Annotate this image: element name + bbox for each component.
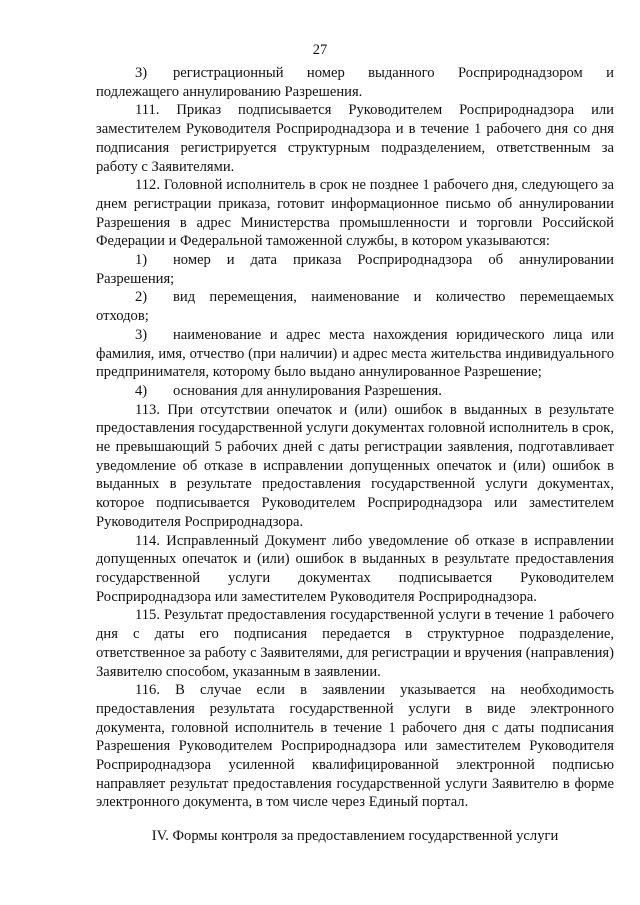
paragraph-text: наименование и адрес места нахождения юридического лица или фамилия, имя, отчество (при наличии) и адрес места жительства индивидуального предпринимателя, которому было выдано аннулированное Разрешение;	[96, 326, 614, 381]
paragraph-item-4	[96, 382, 614, 401]
paragraph-112: 112. Головной исполнитель в срок не позднее 1 рабочего дня, следующего за днем регистрации приказа, готовит информационное письмо об аннулировании Разрешения в адрес Министерства промышленности и торговли Российской Федерации и Федеральной таможенной службы, в котором указываются:	[96, 177, 614, 250]
paragraph-115: 115. Результат предоставления государственной услуги в течение 1 рабочего дня с даты его подписания передается в структурное подразделение, ответственное за работу с Заявителями, для регистрации и вручения (направления) Заявителю способом, указанным в заявлении.	[96, 607, 614, 680]
paragraph-item-3	[96, 64, 614, 101]
paragraph-113: 113. При отсутствии опечаток и (или) ошибок в выданных в результате предоставления государственной услуги документах головной исполнитель в срок, не превышающий 5 рабочих дней с даты регистрации заявления, подготавливает уведомление об отказе в исправлении допущенных опечаток и (или) ошибок в выданных в результате предоставления государственной услуги документах, которое подписывается Руководителем Росприроднадзора или заместителем Руководителя Росприроднадзора.	[96, 401, 614, 530]
item-number: 1)	[135, 252, 148, 269]
paragraph-item-2	[96, 288, 614, 325]
paragraph-text: основания для аннулирования Разрешения.	[173, 382, 442, 399]
item-number: 3)	[135, 65, 148, 81]
page-number: 27	[312, 42, 328, 58]
item-number: 3)	[135, 326, 148, 343]
document-body	[96, 64, 614, 846]
paragraph-114: 114. Исправленный Документ либо уведомление об отказе в исправлении допущенных опечаток и (или) ошибок в выданных в результате предоставления государственной услуги документах подписывается Руководителем Росприроднадзора или заместителем Руководителя Росприроднадзора.	[96, 532, 614, 605]
paragraph-text: вид перемещения, наименование и количество перемещаемых отходов;	[96, 289, 614, 325]
paragraph-item-1	[96, 251, 614, 288]
paragraph-116: 116. В случае если в заявлении указывается на необходимость предоставления результата государственной услуги в виде электронного документа, головной исполнитель в течение 1 рабочего дня с даты подписания Разрешения Руководителем Росприроднадзора или заместителем Руководителя Росприроднадзора усиленной квалифицированной электронной подписью направляет результат предоставления государственной услуги Заявителю в форме электронного документа, в том числе через Единый портал.	[96, 682, 614, 811]
paragraph-111: 111. Приказ подписывается Руководителем Росприроднадзора или заместителем Руководителя Росприроднадзора и в течение 1 рабочего дня со дня подписания регистрируется структурным подразделением, ответственным за работу с Заявителями.	[96, 102, 614, 175]
paragraph-text: регистрационный номер выданного Росприроднадзором и подлежащего аннулированию Разрешения.	[96, 65, 614, 100]
paragraph-item-3b	[96, 326, 614, 382]
item-number: 4)	[135, 382, 148, 399]
item-number: 2)	[135, 289, 148, 306]
paragraph-text: номер и дата приказа Росприроднадзора об аннулировании Разрешения;	[96, 252, 614, 287]
section-heading: IV. Формы контроля за предоставлением государственной услуги	[151, 828, 559, 845]
